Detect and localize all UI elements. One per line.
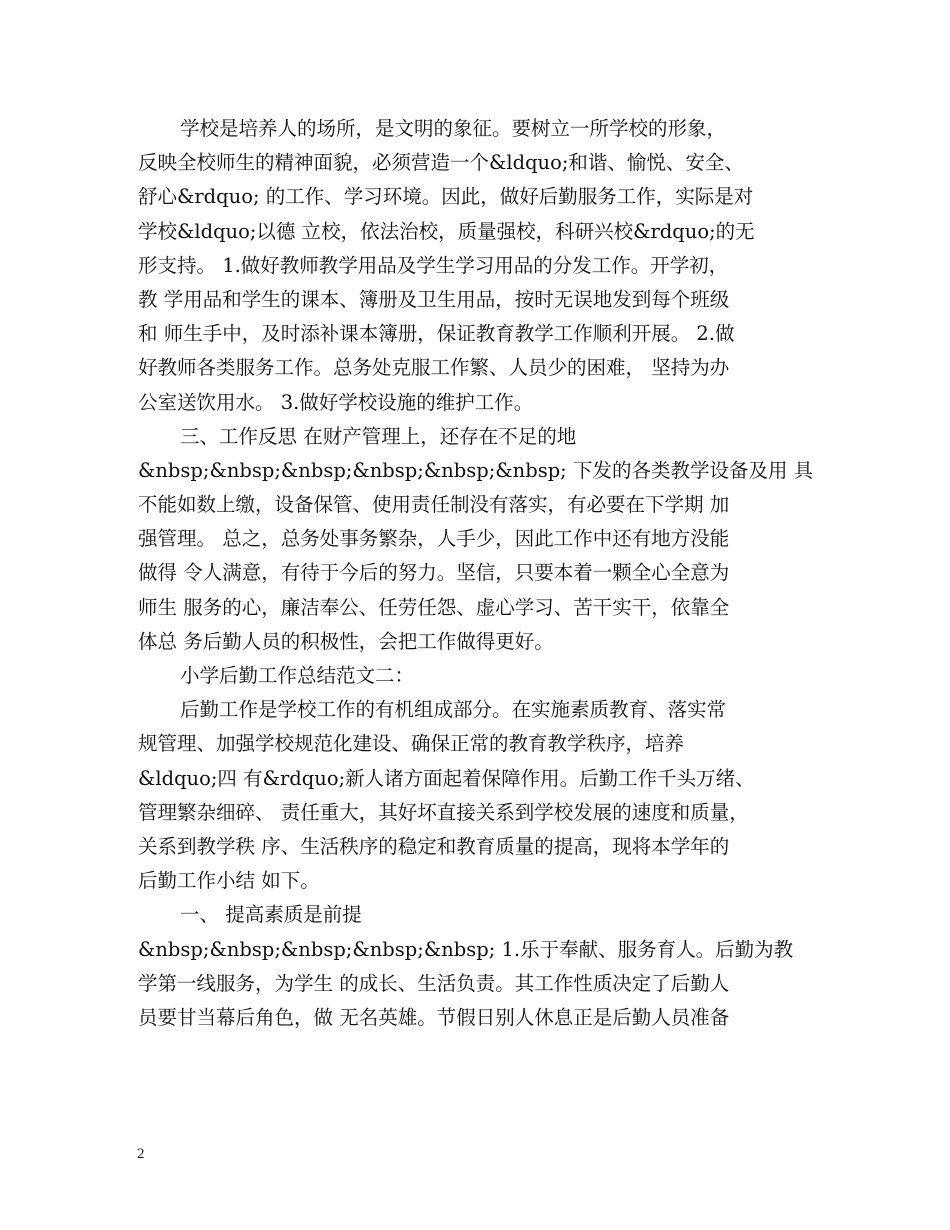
page-number: 2 [137,1146,145,1162]
document-body [138,112,823,1035]
text-line: 体总 务后勤人员的积极性，会把工作做得更好。 [138,629,554,653]
text-line: 做得 令人满意，有待于今后的努力。坚信，只要本着一颗全心全意为 [138,561,730,585]
text-line: &nbsp;&nbsp;&nbsp;&nbsp;&nbsp;&nbsp; 下发的各类教学设备及用 具 [138,458,814,482]
text-line: 学校是培养人的场所，是文明的象征。要树立一所学校的形象， [180,117,727,140]
text-line: 形支持。 1.做好教师教学用品及学生学习用品的分发工作。开学初， [138,253,729,277]
text-line: 公室送饮用水。 3.做好学校设施的维护工作。 [138,390,534,414]
text-line: 和 师生手中，及时添补课本簿册，保证教育教学工作顺利开展。 2.做 [138,322,735,346]
text-line: 不能如数上缴，设备保管、使用责任制没有落实，有必要在下学期 加 [138,493,730,517]
text-line: 学校&ldquo;以德 立校，依法治校，质量强校，科研兴校&rdquo;的无 [138,219,755,243]
text-line: 后勤工作是学校工作的有机组成部分。在实施素质教育、落实常 [180,698,727,722]
text-line: 舒心&rdquo; 的工作、学习环境。因此，做好后勤服务工作，实际是对 [138,185,754,209]
text-line: 学第一线服务，为学生 的成长、生活负责。其工作性质决定了后勤人 [138,971,730,995]
text-line: 教 学用品和学生的课本、簿册及卫生用品，按时无误地发到每个班级 [138,287,730,311]
text-line: 员要甘当幕后角色，做 无名英雄。节假日别人休息正是后勤人员准备 [138,1005,730,1029]
text-line: 关系到教学秩 序、生活秩序的稳定和教育质量的提高，现将本学年的 [138,834,730,858]
text-line: 好教师各类服务工作。总务处克服工作繁、人员少的困难， 坚持为办 [138,356,730,380]
text-line: &ldquo;四 有&rdquo;新人诸方面起着保障作用。后勤工作千头万绪、 [138,766,755,790]
text-line: 师生 服务的心，廉洁奉公、任劳任怨、虚心学习、苦干实干，依靠全 [138,595,730,619]
text-line: &nbsp;&nbsp;&nbsp;&nbsp;&nbsp; 1.乐于奉献、服务育人。后勤为教 [138,937,794,961]
text-line: 后勤工作小结 如下。 [138,869,320,893]
text-line: 三、工作反思 在财产管理上，还存在不足的地 [180,424,577,448]
text-line: 反映全校师生的精神面貌，必须营造一个&ldquo;和谐、愉悦、安全、 [138,151,744,175]
text-line: 强管理。 总之，总务处事务繁杂，人手少，因此工作中还有地方没能 [138,527,730,551]
text-line: 小学后勤工作总结范文二： [180,664,415,687]
text-line: 规管理、加强学校规范化建设、确保正常的教育教学秩序，培养 [138,732,685,756]
text-line: 管理繁杂细碎、 责任重大，其好坏直接关系到学校发展的速度和质量， [138,800,749,824]
text-line: 一、 提高素质是前提 [180,903,362,927]
